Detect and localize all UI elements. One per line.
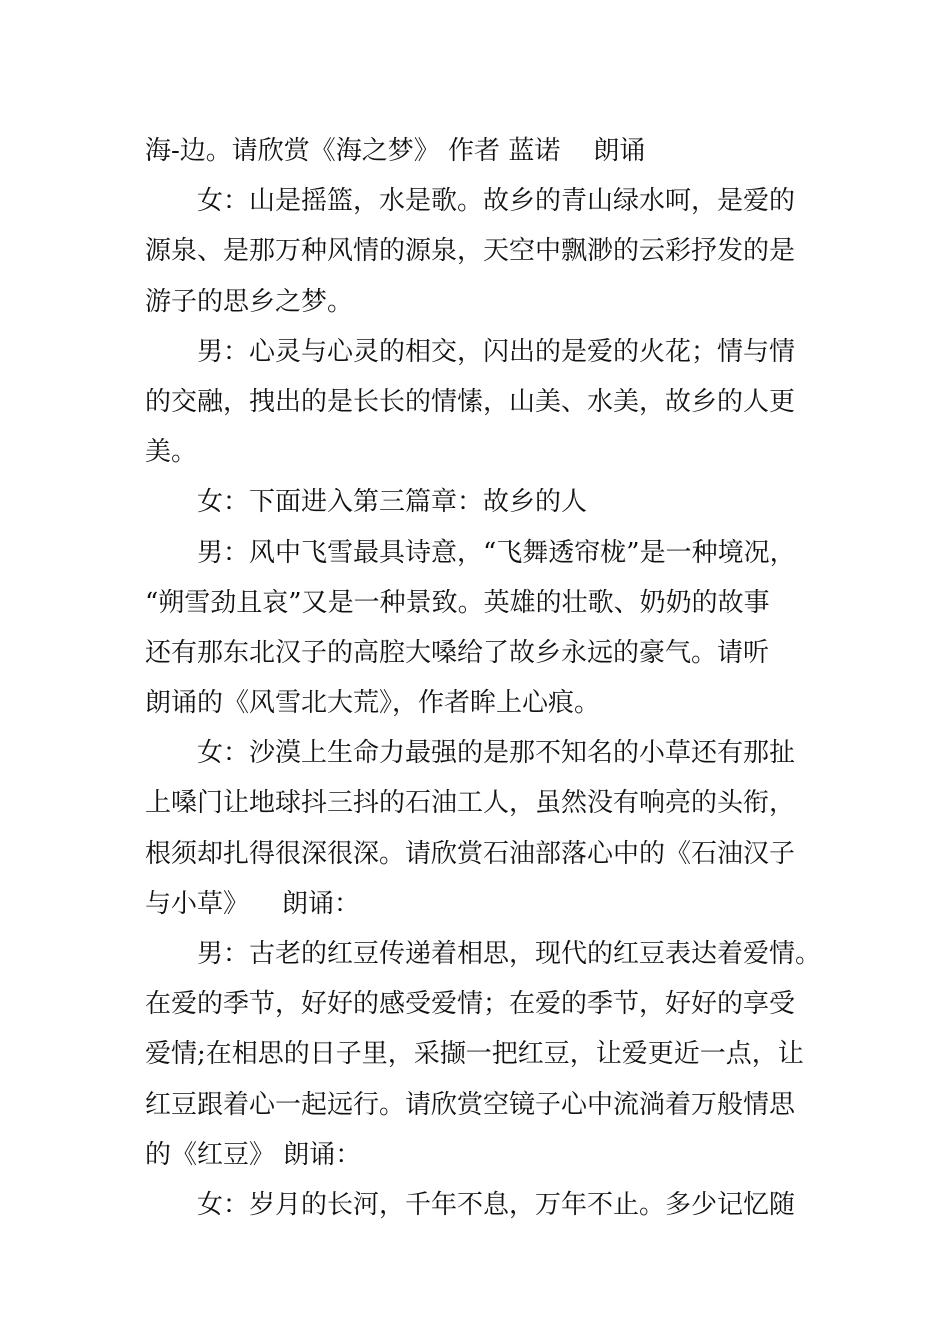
text-line: 在爱的季节，好好的感受爱情；在爱的季节，好好的享受 (145, 989, 796, 1020)
text-line: 女：沙漠上生命力最强的是那不知名的小草还有那扯 (197, 738, 796, 769)
text-line: 还有那东北汉子的高腔大嗓给了故乡永远的豪气。请听 (145, 637, 770, 668)
text-line: 红豆跟着心一起远行。请欣赏空镜子心中流淌着万般情思 (145, 1089, 796, 1120)
text-line: 女：岁月的长河，千年不息，万年不止。多少记忆随 (197, 1189, 796, 1220)
text-line: 海-边。请欣赏《海之梦》 作者 蓝诺 朗诵 (145, 136, 646, 166)
text-line: 男：心灵与心灵的相交，闪出的是爱的火花；情与情 (197, 336, 796, 367)
text-line: 的《红豆》 朗诵： (145, 1139, 362, 1170)
text-line: 游子的思乡之梦。 (145, 286, 354, 317)
text-line: 源泉、是那万种风情的源泉，天空中飘渺的云彩抒发的是 (145, 236, 796, 267)
text-line: 男：古老的红豆传递着相思，现代的红豆表达着爱情。 (197, 939, 822, 969)
text-line: 朗诵的《风雪北大荒》，作者眸上心痕。 (145, 688, 601, 719)
text-line: 与小草》 朗诵： (145, 888, 361, 919)
text-line: 的交融，拽出的是长长的情愫，山美、水美，故乡的人更 (145, 386, 796, 417)
text-line: 男：风中飞雪最具诗意，“飞舞透帘栊”是一种境况， (197, 537, 796, 568)
text-line: 女：山是摇篮，水是歌。故乡的青山绿水呵，是爱的 (197, 186, 796, 217)
text-line: “朔雪劲且哀”又是一种景致。英雄的壮歌、奶奶的故事 (145, 587, 770, 618)
text-line: 女：下面进入第三篇章：故乡的人 (197, 487, 588, 518)
body-text (145, 126, 835, 1230)
text-line: 上嗓门让地球抖三抖的石油工人，虽然没有响亮的头衔， (145, 788, 796, 819)
text-line: 美。 (145, 437, 198, 468)
text-line: 根须却扎得很深很深。请欣赏石油部落心中的《石油汉子 (145, 838, 796, 869)
text-line: 爱情;在相思的日子里，采撷一把红豆，让爱更近一点，让 (145, 1039, 804, 1070)
